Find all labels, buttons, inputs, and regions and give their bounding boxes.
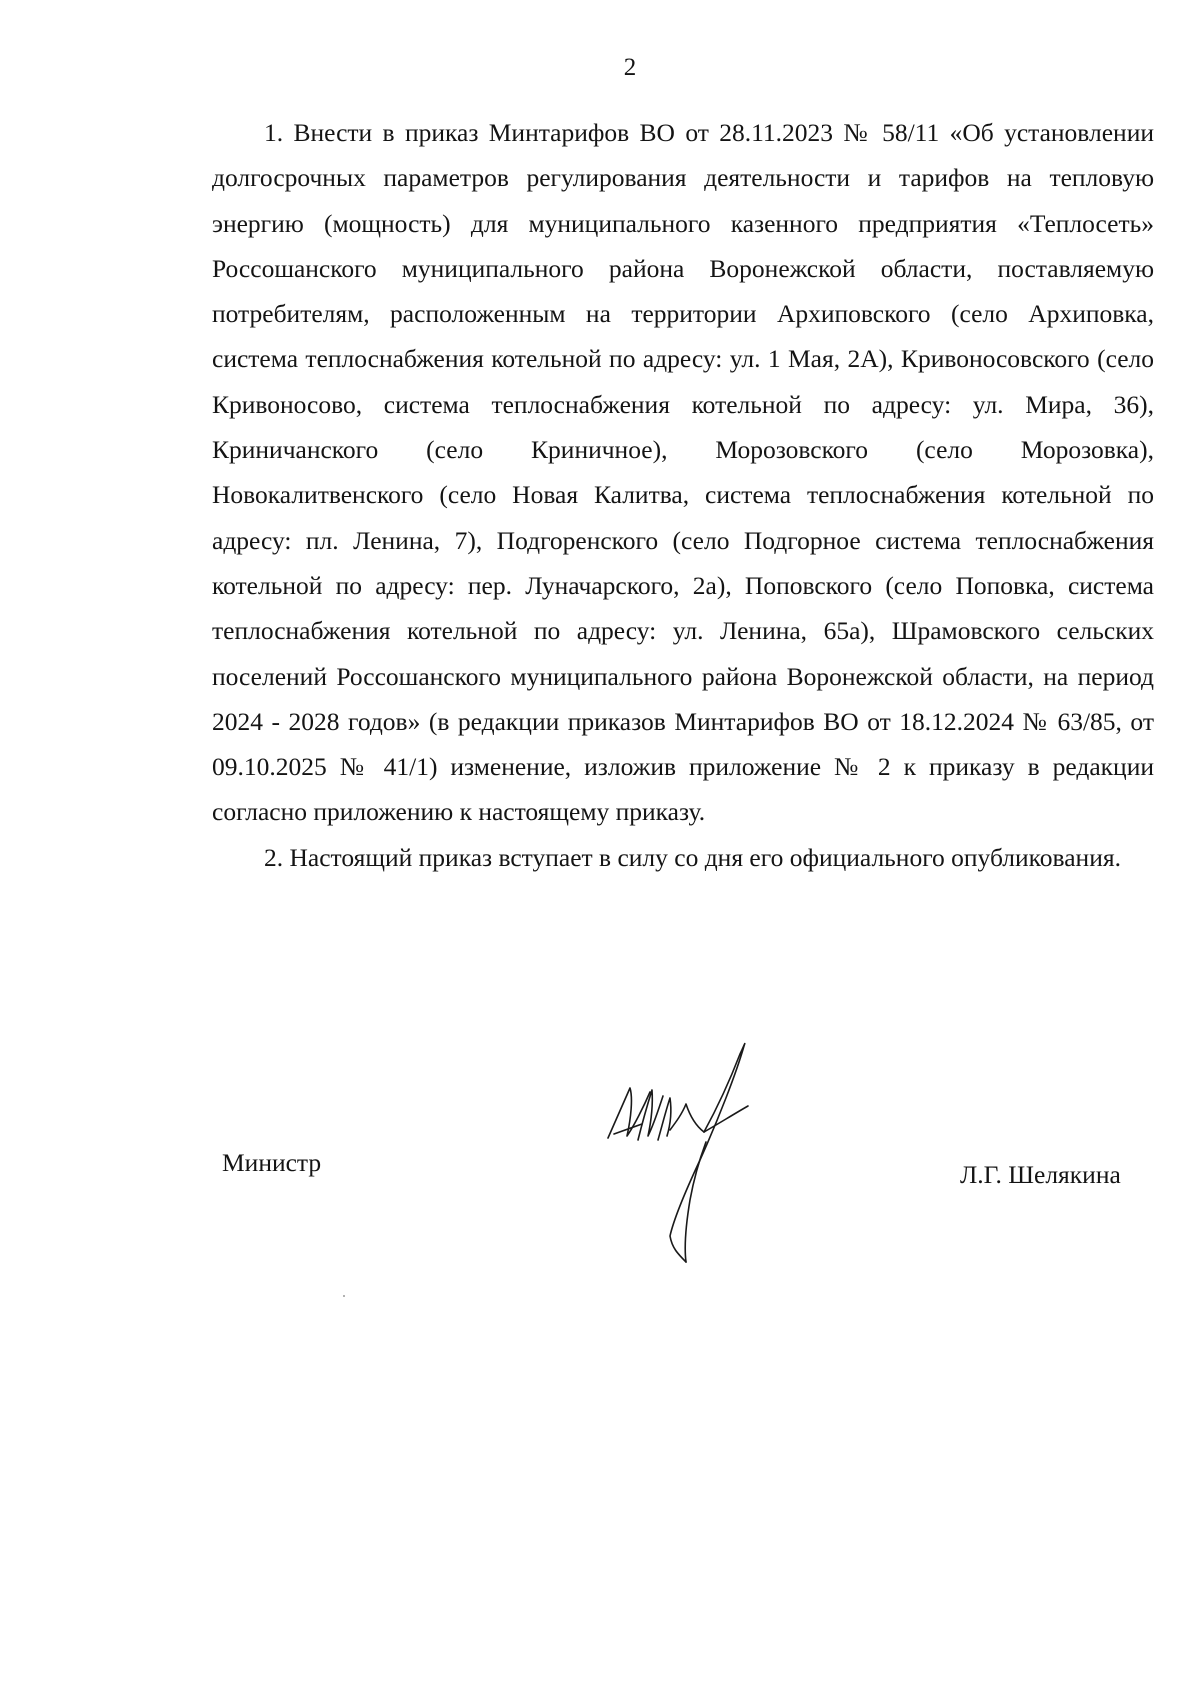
scan-speck: [343, 1295, 345, 1297]
signature-block: [0, 1020, 1200, 1280]
page-number: 2: [623, 54, 637, 81]
signer-position: Министр: [222, 1148, 322, 1177]
paragraph-1: 1. Внести в приказ Минтарифов ВО от 28.11.2023 № 58/11 «Об установлении долгосрочных параметров регулирования деятельности и тарифов на тепловую энергию (мощность) для муниципального казенного предприятия «Теплосеть» Россошанского муниципального района Воронежской области, поставляемую потребителям, расположенным на территории Архиповского (село Архиповка, система теплоснабжения котельной по адресу: ул. 1 Мая, 2А), Кривоносовского (село Кривоносово, система теплоснабжения котельной по адресу: ул. Мира, 36), Криничанского (село Криничное), Морозовского (село Морозовка), Новокалитвенского (село Новая Калитва, система теплоснабжения котельной по адресу: пл. Ленина, 7), Подгоренского (село Подгорное система теплоснабжения котельной по адресу: пер. Луначарского, 2а), Поповского (село Поповка, система теплоснабжения котельной по адресу: ул. Ленина, 65а), Шрамовского сельских поселений Россошанского муниципального района Воронежской области, на период 2024 - 2028 годов» (в редакции приказов Минтарифов ВО от 18.12.2024 № 63/85, от 09.10.2025 № 41/1) изменение, изложив приложение № 2 к приказу в редакции согласно приложению к настоящему приказу.: [212, 118, 1154, 827]
signer-name: Л.Г. Шелякина: [960, 1160, 1121, 1189]
order-body: [212, 110, 1154, 880]
paragraph-2: 2. Настоящий приказ вступает в силу со дня его официального опубликования.: [264, 842, 1121, 872]
handwritten-signature: [600, 1040, 800, 1270]
